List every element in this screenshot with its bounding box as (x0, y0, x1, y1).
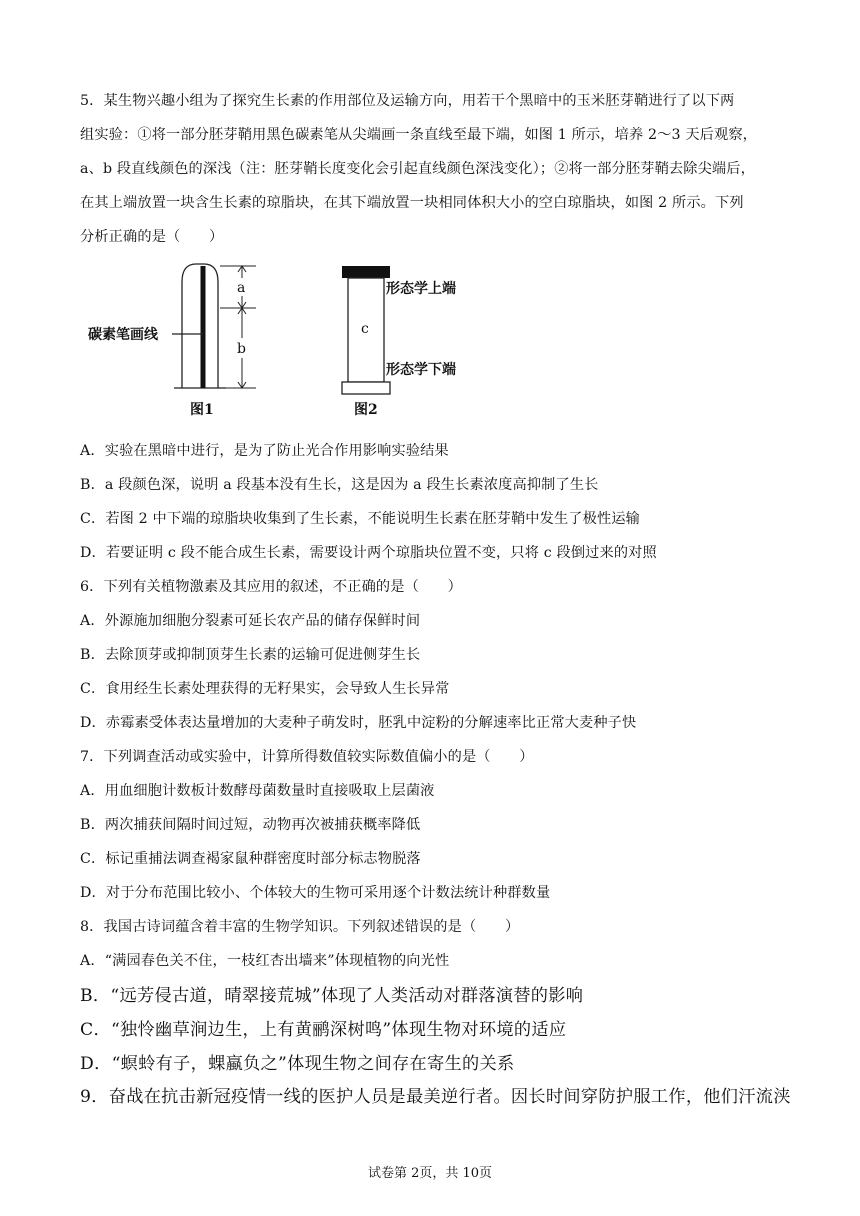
q6-option-b: B．去除顶芽或抑制顶芽生长素的运输可促进侧芽生长 (80, 647, 421, 663)
q6-option-a: A．外源施加细胞分裂素可延长农产品的储存保鲜时间 (80, 613, 421, 629)
fig1-seg-b-label: b (237, 341, 246, 357)
q5-figure (80, 258, 480, 423)
fig2-seg-c-label: c (361, 321, 369, 337)
q5-stem-line-5: 分析正确的是（ ） (80, 229, 224, 245)
q5-option-a: A．实验在黑暗中进行，是为了防止光合作用影响实验结果 (80, 443, 449, 459)
page-footer: 试卷第 2页，共 10页 (367, 1166, 493, 1181)
q8-option-a: A．“满园春色关不住，一枝红杏出墙来”体现植物的向光性 (80, 953, 450, 969)
q5-stem-line-2: 组实验：①将一部分胚芽鞘用黑色碳素笔从尖端画一条直线至最下端，如图 1 所示，培养 2～3 天后观察， (80, 127, 758, 143)
q8-option-d: D．“螟蛉有子，蜾蠃负之”体现生物之间存在寄生的关系 (80, 1054, 515, 1074)
q5-option-c: C．若图 2 中下端的琼脂块收集到了生长素，不能说明生长素在胚芽鞘中发生了极性运输 (80, 511, 640, 527)
q7-option-b: B．两次捕获间隔时间过短，动物再次被捕获概率降低 (80, 817, 421, 833)
q5-option-d: D．若要证明 c 段不能合成生长素，需要设计两个琼脂块位置不变，只将 c 段倒过来的对照 (80, 545, 657, 561)
q6-option-c: C．食用经生长素处理获得的无籽果实，会导致人生长异常 (80, 681, 450, 697)
q7-option-d: D．对于分布范围比较小、个体较大的生物可采用逐个计数法统计种群数量 (80, 885, 551, 901)
q6-option-d: D．赤霉素受体表达量增加的大麦种子萌发时，胚乳中淀粉的分解速率比正常大麦种子快 (80, 715, 637, 731)
q5-option-b: B．a 段颜色深，说明 a 段基本没有生长，这是因为 a 段生长素浓度高抑制了生长 (80, 477, 599, 493)
fig2-bottom-end-label: 形态学下端 (386, 362, 456, 378)
q5-stem-line-1: 5．某生物兴趣小组为了探究生长素的作用部位及运输方向，用若干个黑暗中的玉米胚芽鞘进行了以下两 (80, 93, 735, 109)
q7-option-a: A．用血细胞计数板计数酵母菌数量时直接吸取上层菌液 (80, 783, 435, 799)
q6-stem: 6．下列有关植物激素及其应用的叙述，不正确的是（ ） (80, 579, 462, 595)
q8-option-c: C．“独怜幽草涧边生，上有黄鹂深树鸣”体现生物对环境的适应 (80, 1020, 567, 1040)
q8-option-b: B．“远芳侵古道，晴翠接荒城”体现了人类活动对群落演替的影响 (80, 986, 584, 1006)
q5-stem-line-4: 在其上端放置一块含生长素的琼脂块，在其下端放置一块相同体积大小的空白琼脂块，如图 2 所示。下列 (80, 195, 744, 211)
q7-option-c: C．标记重捕法调查褐家鼠种群密度时部分标志物脱落 (80, 851, 421, 867)
fig2-caption: 图2 (354, 402, 378, 418)
fig1-caption: 图1 (190, 402, 214, 418)
q5-stem-line-3: a、b 段直线颜色的深浅（注：胚芽鞘长度变化会引起直线颜色深浅变化）；②将一部分胚芽鞘去除尖端后， (80, 161, 755, 177)
q7-stem: 7．下列调查活动或实验中，计算所得数值较实际数值偏小的是（ ） (80, 749, 534, 765)
fig1-pen-line-label: 碳素笔画线 (88, 327, 158, 343)
q8-stem: 8．我国古诗词蕴含着丰富的生物学知识。下列叙述错误的是（ ） (80, 919, 520, 935)
q9-stem: 9．奋战在抗击新冠疫情一线的医护人员是最美逆行者。因长时间穿防护服工作，他们汗流浃 (80, 1087, 791, 1107)
fig1-seg-a-label: a (237, 280, 246, 296)
fig2-top-end-label: 形态学上端 (386, 281, 456, 297)
